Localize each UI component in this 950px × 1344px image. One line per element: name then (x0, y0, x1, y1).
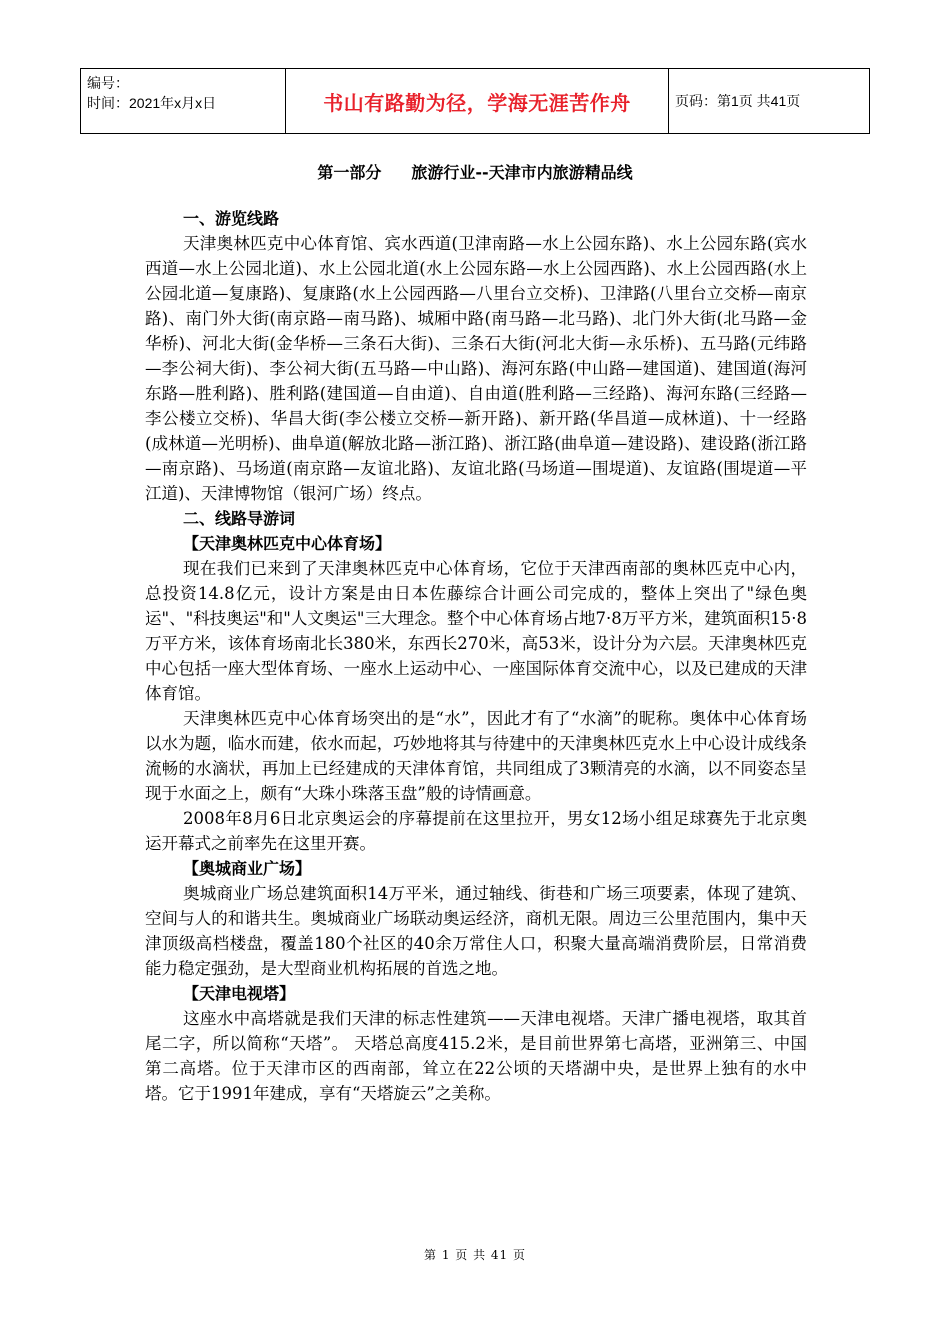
stadium-paragraph-1: 现在我们已来到了天津奥林匹克中心体育场，它位于天津西南部的奥林匹克中心内，总投资14.8亿元，设计方案是由日本佐藤综合计画公司完成的，整体上突出了"绿色奥运"、"科技奥运"和"人文奥运"三大理念。整个中心体育场占地7·8万平方米，建筑面积15·8万平方米，该体育场南北长380米，东西长270米，高53米，设计分为六层。天津奥林匹克中心包括一座大型体育场、一座水上运动中心、一座国际体育交流中心，以及已建成的天津体育馆。 (145, 559, 807, 703)
header-motto: 书山有路勤为径，学海无涯苦作舟 (323, 90, 631, 115)
document-body (145, 206, 807, 1106)
title-topic: 旅游行业--天津市内旅游精品线 (411, 163, 633, 182)
document-number: 编号： (87, 75, 129, 91)
header-page-cell (669, 69, 870, 134)
route-paragraph: 天津奥林匹克中心体育馆、宾水西道(卫津南路—水上公园东路)、水上公园东路(宾水西道—水上公园北道)、水上公园北道(水上公园东路—水上公园西路)、水上公园西路(水上公园北道—复康路)、复康路(水上公园西路—八里台立交桥)、卫津路(八里台立交桥—南京路)、南门外大街(南京路—南马路)、城厢中路(南马路—北马路)、北门外大街(北马路—金华桥)、河北大街(金华桥—三条石大街)、三条石大街(河北大街—永乐桥)、五马路(元纬路—李公祠大街)、李公祠大街(五马路—中山路)、海河东路(中山路—建国道)、建国道(海河东路—胜利路)、胜利路(建国道—自由道)、自由道(胜利路—三经路)、海河东路(三经路—李公楼立交桥)、华昌大街(李公楼立交桥—新开路)、新开路(华昌道—成林道)、十一经路(成林道—光明桥)、曲阜道(解放北路—浙江路)、浙江路(曲阜道—建设路)、建设路(浙江路—南京路)、马场道(南京路—友谊北路)、友谊北路(马场道—围堤道)、友谊路(围堤道—平江道)、天津博物馆（银河广场）终点。 (145, 234, 807, 503)
document-title (0, 160, 950, 183)
header-meta-cell (81, 69, 286, 134)
stadium-paragraph-3: 2008年8月6日北京奥运会的序幕提前在这里拉开，男女12场小组足球赛先于北京奥运开幕式之前率先在这里开赛。 (145, 809, 807, 853)
document-date: 时间：2021年x月x日 (87, 95, 217, 111)
document-header (80, 68, 870, 134)
title-part: 第一部分 (317, 163, 382, 182)
page-footer: 第 1 页 共 41 页 (424, 1248, 526, 1262)
stadium-paragraph-2: 天津奥林匹克中心体育场突出的是“水”，因此才有了“水滴”的昵称。奥体中心体育场以水为题，临水而建，依水而起，巧妙地将其与待建中的天津奥林匹克水上中心设计成线条流畅的水滴状，再加上已经建成的天津体育馆，共同组成了3颗清亮的水滴，以不同姿态呈现于水面之上，颇有“大珠小珠落玉盘”般的诗情画意。 (145, 709, 807, 803)
header-page-number: 页码：第1页 共41页 (675, 93, 801, 109)
plaza-paragraph: 奥城商业广场总建筑面积14万平米，通过轴线、街巷和广场三项要素，体现了建筑、空间与人的和谐共生。奥城商业广场联动奥运经济，商机无限。周边三公里范围内，集中天津顶级高档楼盘，覆盖180个社区的40余万常住人口，积聚大量高端消费阶层，日常消费能力稳定强劲，是大型商业机构拓展的首选之地。 (145, 884, 807, 978)
tv-tower-paragraph: 这座水中高塔就是我们天津的标志性建筑——天津电视塔。天津广播电视塔，取其首尾二字，所以简称“天塔”。 天塔总高度415.2米，是目前世界第七高塔，亚洲第三、中国第二高塔。位于天津市区的西南部，耸立在22公顷的天塔湖中央，是世界上独有的水中塔。它于1991年建成，享有“天塔旋云”之美称。 (145, 1009, 807, 1103)
subheading-plaza: 【奥城商业广场】 (183, 859, 312, 878)
subheading-stadium: 【天津奥林匹克中心体育场】 (183, 534, 392, 553)
section-heading-guide: 二、线路导游词 (183, 509, 296, 528)
section-heading-route: 一、游览线路 (183, 209, 280, 228)
header-motto-cell (286, 69, 669, 134)
subheading-tv-tower: 【天津电视塔】 (183, 984, 296, 1003)
